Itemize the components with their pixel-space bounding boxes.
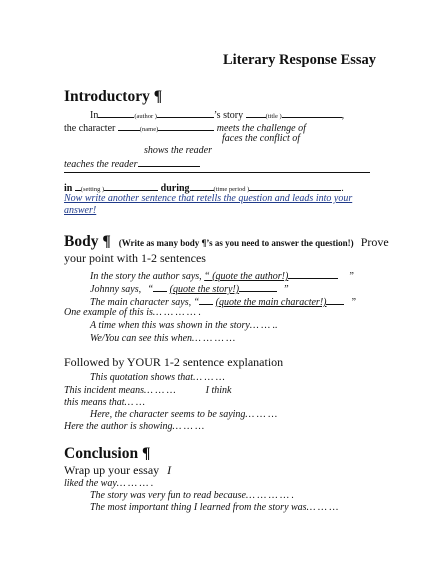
body-prove: Prove bbox=[360, 235, 389, 249]
conclusion-line-3: The story was very fun to read because… … … … . bbox=[90, 490, 295, 501]
body-line-2: your point with 1-2 sentences bbox=[64, 251, 206, 265]
explanation-line-1: This quotation shows that… … … bbox=[90, 372, 225, 383]
explanation-line-2: This incident means… … … I think bbox=[64, 385, 232, 396]
character-quote-blank-b[interactable] bbox=[326, 295, 344, 305]
intro-heading: Introductory ¶ bbox=[64, 88, 163, 105]
intro-line-1: In (author ) ’s story (title ) , bbox=[90, 110, 345, 121]
story-quote-blank-b[interactable] bbox=[239, 282, 277, 292]
body-line-7: A time when this was shown in the story… … .. bbox=[90, 320, 278, 331]
author-name-blank[interactable] bbox=[157, 108, 214, 118]
setting-value-blank[interactable] bbox=[104, 181, 158, 191]
conclusion-line-4: The most important thing I learned from the story was… … … bbox=[90, 502, 339, 513]
explanation-line-5: Here the author is showing… … … bbox=[64, 421, 205, 432]
intro-line-3: faces the conflict of bbox=[222, 133, 301, 144]
document-title: Literary Response Essay bbox=[223, 52, 377, 68]
author-quote-blank[interactable] bbox=[288, 269, 338, 279]
body-line-5: The main character says, “ (quote the main character!) ” bbox=[90, 297, 357, 308]
intro-line-5: teaches the reader bbox=[64, 157, 200, 170]
name-blank[interactable] bbox=[118, 121, 140, 131]
body-line-4: Johnny says, “ (quote the story!) ” bbox=[90, 284, 289, 295]
story-title-blank[interactable] bbox=[282, 108, 342, 118]
intro-line-4: shows the reader bbox=[144, 145, 212, 156]
body-line-3: In the story the author says, “ (quote the author!) ” bbox=[90, 271, 354, 282]
title-blank[interactable] bbox=[246, 108, 266, 118]
intro-instruction-line-1: Now write another sentence that retells the question and leads into your bbox=[64, 193, 353, 204]
intro-line-6: in (setting ) during (time period ) . bbox=[64, 183, 344, 194]
character-name-blank[interactable] bbox=[158, 121, 214, 131]
time-period-blank[interactable] bbox=[249, 181, 341, 191]
character-quote-blank-a[interactable] bbox=[199, 295, 213, 305]
story-quote-blank-a[interactable] bbox=[153, 282, 167, 292]
conclusion-line-1: Wrap up your essay I bbox=[64, 463, 172, 477]
explanation-line-3: this means that… … bbox=[64, 397, 145, 408]
body-heading-line bbox=[64, 233, 389, 251]
body-line-6: One example of this is… … … … . bbox=[64, 307, 201, 318]
intro-divider bbox=[64, 172, 370, 173]
intro-instruction-line-2: answer! bbox=[64, 205, 97, 216]
followed-heading: Followed by YOUR 1-2 sentence explanation bbox=[64, 355, 284, 369]
time-blank[interactable] bbox=[190, 181, 214, 191]
author-blank[interactable] bbox=[98, 108, 134, 118]
body-line-8: We/You can see this when… … … … bbox=[90, 333, 236, 344]
conclusion-line-2: liked the way… … … . bbox=[64, 478, 154, 489]
body-note: (Write as many body ¶’s as you need to answer the question!) bbox=[118, 238, 354, 248]
explanation-line-4: Here, the character seems to be saying… … … bbox=[90, 409, 278, 420]
conclusion-heading: Conclusion ¶ bbox=[64, 445, 151, 462]
body-heading: Body ¶ bbox=[64, 233, 111, 250]
lesson-blank[interactable] bbox=[138, 157, 200, 167]
intro-line-2: the character (name) meets the challenge of bbox=[64, 123, 306, 134]
